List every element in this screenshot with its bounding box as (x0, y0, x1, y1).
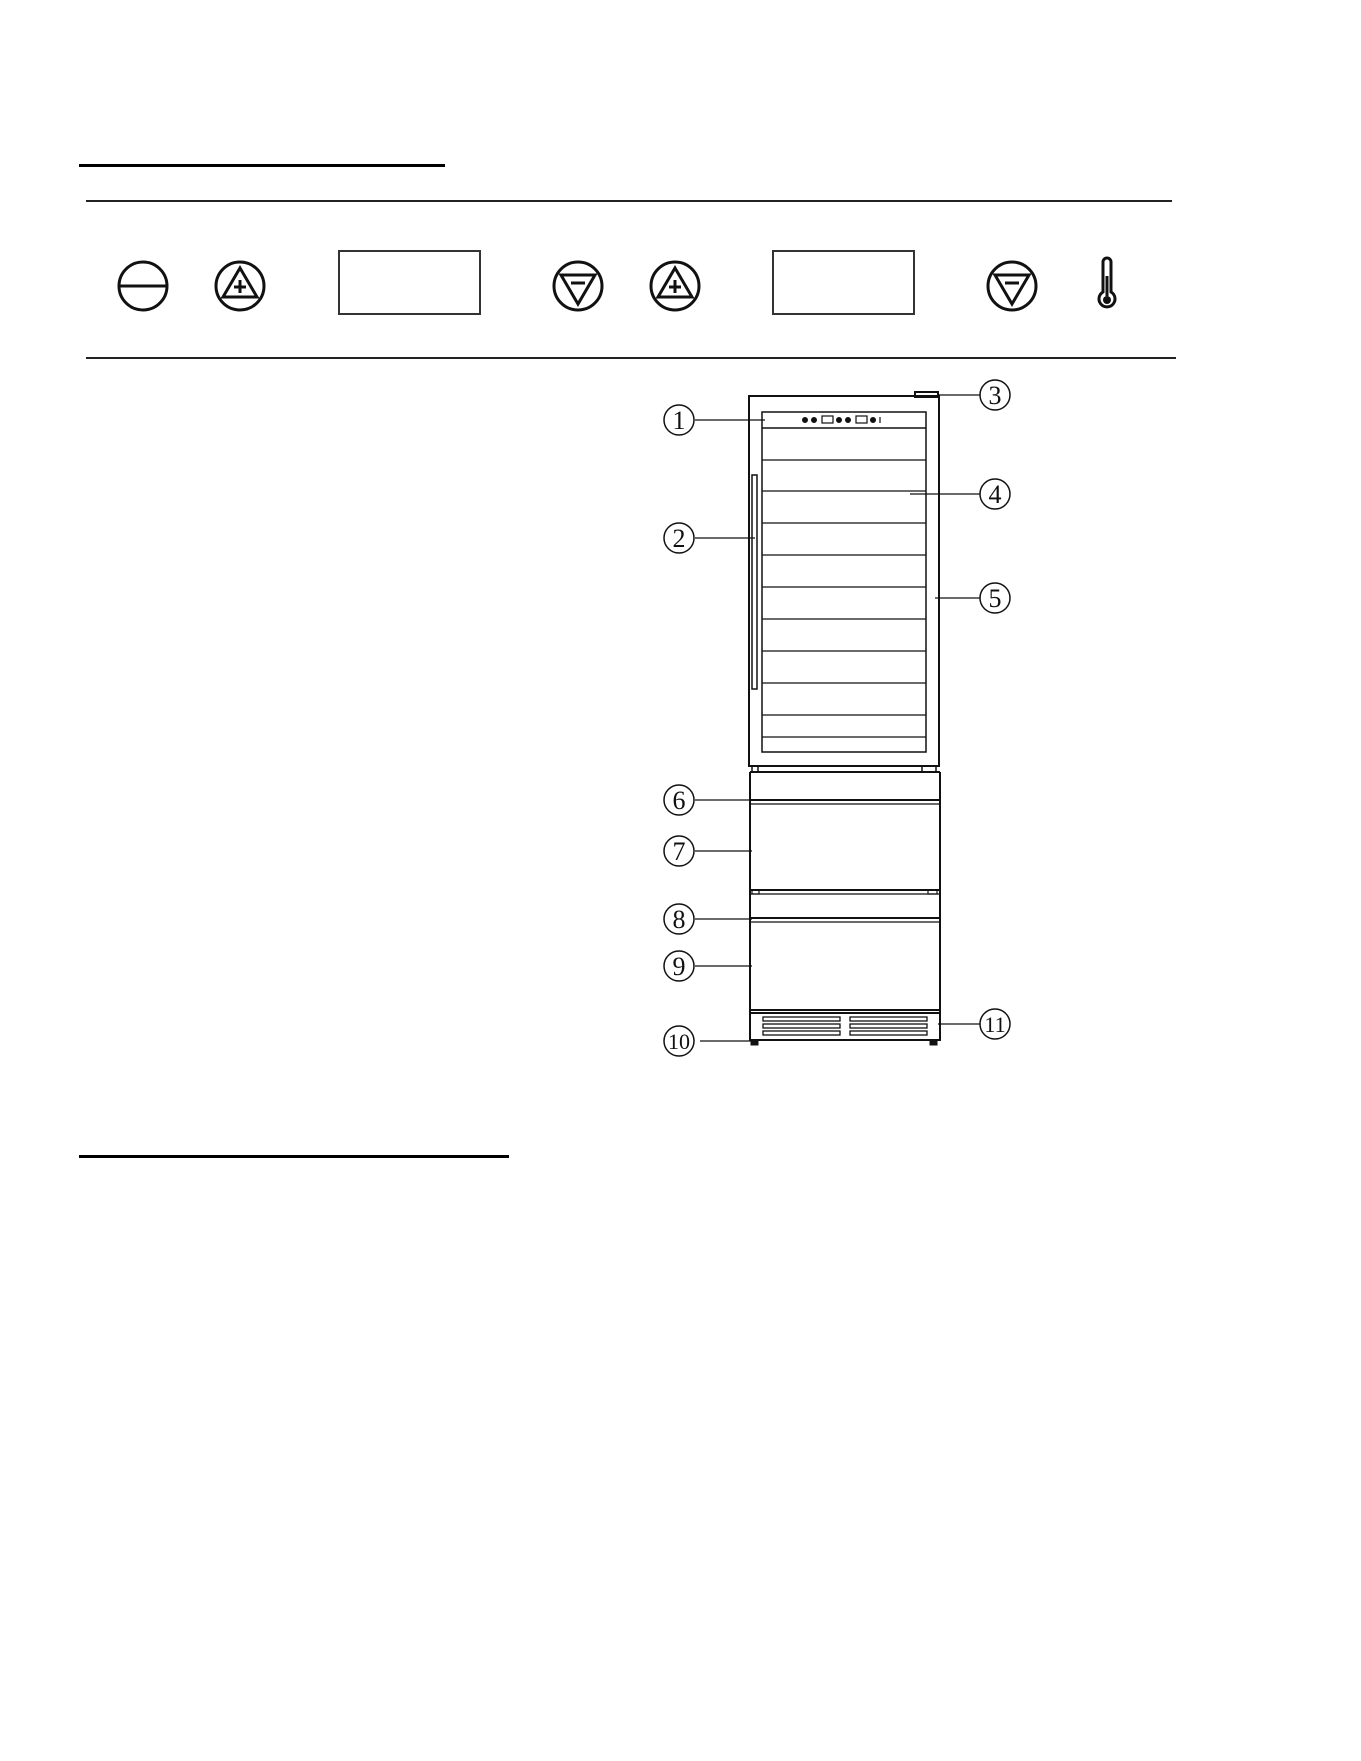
callout-4-label: 4 (988, 480, 1002, 509)
callout-11-label: 11 (984, 1012, 1006, 1037)
callout-6-label: 6 (672, 786, 686, 815)
callout-10-label: 10 (668, 1029, 690, 1054)
callout-2-label: 2 (672, 524, 686, 553)
callout-1-label: 1 (672, 406, 686, 435)
callout-7-label: 7 (672, 837, 686, 866)
door-handle (752, 475, 757, 689)
second-section-heading-underline (79, 1155, 509, 1158)
callout-5-label: 5 (988, 584, 1002, 613)
callout-3-label: 3 (988, 381, 1002, 410)
wine-zone-door (749, 396, 939, 766)
callout-8-label: 8 (672, 905, 686, 934)
callout-9-label: 9 (672, 952, 686, 981)
